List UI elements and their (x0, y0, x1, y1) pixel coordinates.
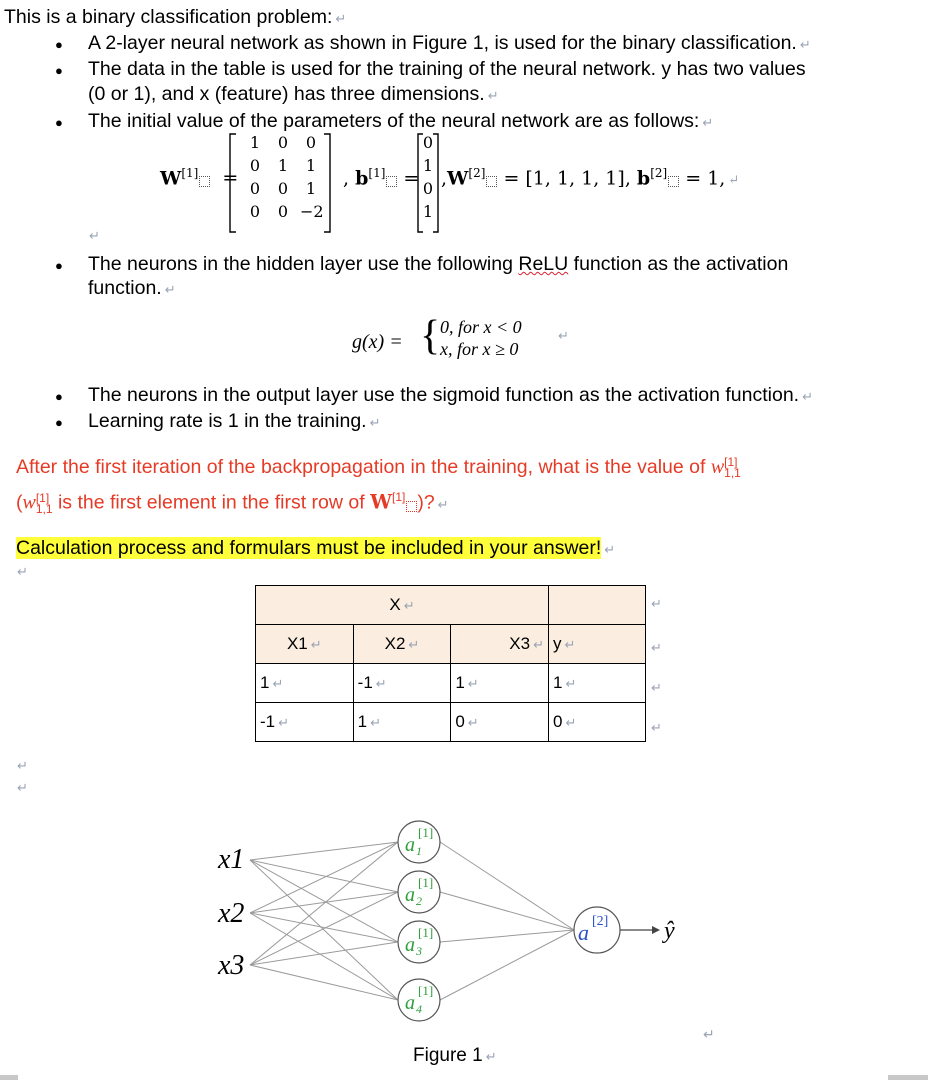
empty-paragraph: ↵ (703, 1026, 715, 1042)
bullet-sigmoid: The neurons in the output layer use the sigmoid function as the activation function. ↵ (88, 384, 814, 406)
table-cell: 0 ↵ (549, 703, 646, 742)
neural-network-diagram (200, 810, 720, 1050)
svg-text:a: a (405, 934, 415, 956)
edge-input-hidden (250, 860, 398, 892)
question-line1: After the first iteration of the backpropagation in the training, what is the value of w [1] 1,1 (16, 455, 741, 480)
table-cell: 0 ↵ (451, 703, 549, 742)
bullet-dot: ● (55, 37, 63, 52)
bullet-dot: ● (55, 258, 63, 273)
table-group-header: X ↵ (256, 586, 549, 625)
hidden-neuron-3 (398, 921, 440, 963)
table-header-x2: X2 ↵ (353, 625, 451, 664)
bullet-dot: ● (55, 389, 63, 404)
svg-text:[1]: [1] (418, 925, 434, 940)
table-header-empty (549, 586, 646, 625)
table-cell: -1 ↵ (256, 703, 354, 742)
bullet-relu-line2: function. ↵ (88, 277, 176, 299)
row-return: ↵ (651, 596, 662, 611)
input-x2: x2 (218, 898, 245, 929)
bullet-learning-rate: Learning rate is 1 in the training. ↵ (88, 410, 381, 432)
svg-text:4: 4 (416, 1002, 422, 1016)
hidden-layer (398, 821, 440, 1021)
svg-text:a: a (405, 884, 415, 906)
w2-b2-label: ,W[2] = [1, 1, 1, 1], b[2] = 1, ↵ (441, 166, 740, 190)
hidden-neuron-2 (398, 871, 440, 913)
relu-brace: { (420, 313, 441, 359)
intro-text: This is a binary classification problem: ↵ (4, 6, 347, 28)
question-line2: (w [1] 1,1 is the first element in the first row of W[1] )? ↵ (16, 490, 449, 516)
page-edge-right (888, 1075, 928, 1080)
table-cell: 1 ↵ (256, 664, 354, 703)
relu-lhs: g(x) = (352, 331, 403, 353)
table-header-x3: X3 ↵ (451, 625, 549, 664)
bullet-params: The initial value of the parameters of the neural network are as follows: ↵ (88, 110, 714, 132)
input-x1: x1 (218, 844, 245, 875)
edge-hidden-output (440, 892, 574, 930)
svg-text:1: 1 (416, 844, 422, 858)
table-cell: -1 ↵ (353, 664, 451, 703)
svg-text:a: a (578, 920, 589, 945)
hidden-neuron-1 (398, 821, 440, 863)
b1-vector: 0 1 0 1 (422, 133, 434, 221)
relu-return: ↵ (558, 328, 569, 343)
empty-paragraph: ↵ (17, 564, 28, 579)
svg-text:[1]: [1] (418, 983, 434, 998)
row-return: ↵ (651, 720, 662, 735)
input-labels (217, 844, 244, 981)
table-row (256, 703, 646, 742)
output-arrow (620, 926, 660, 934)
figure-caption: Figure 1 ↵ (413, 1045, 497, 1066)
w1-label: W[1] = (160, 166, 239, 190)
table-row (256, 664, 646, 703)
edge-hidden-output (440, 842, 574, 930)
output-neuron (574, 907, 620, 953)
bullet-data-line2: (0 or 1), and x (feature) has three dimensions. ↵ (88, 83, 499, 105)
prediction-yhat: ŷ (664, 918, 675, 944)
bullet-dot: ● (55, 415, 63, 430)
bullet-data-line1: The data in the table is used for the training of the neural network. y has two values (88, 58, 806, 80)
edge-input-hidden (250, 913, 398, 942)
empty-paragraph: ↵ (17, 780, 28, 795)
row-return: ↵ (651, 640, 662, 655)
bullet-dot: ● (55, 63, 63, 78)
table-header-y: y ↵ (549, 625, 646, 664)
edge-input-hidden (250, 913, 398, 1000)
edge-input-hidden (250, 965, 398, 1000)
w1-matrix: 1 0 0 0 1 1 0 0 1 0 0 −2 (249, 133, 324, 221)
empty-paragraph: ↵ (89, 228, 100, 243)
svg-text:3: 3 (416, 944, 422, 958)
instruction-highlight: Calculation process and formulars must be included in your answer! ↵ (16, 537, 616, 559)
input-x3: x3 (218, 950, 245, 981)
svg-text:a: a (405, 992, 415, 1014)
table-cell: 1 ↵ (549, 664, 646, 703)
hidden-neuron-4 (398, 979, 440, 1021)
page-edge-left (0, 1075, 18, 1080)
bullet-relu-line1: The neurons in the hidden layer use the following ReLU function as the activation (88, 253, 789, 275)
table-header-x1: X1 ↵ (256, 625, 354, 664)
table-cell: 1 ↵ (353, 703, 451, 742)
bullet-network: A 2-layer neural network as shown in Figure 1, is used for the binary classification. ↵ (88, 32, 811, 54)
empty-paragraph: ↵ (17, 758, 28, 773)
training-data-table (255, 585, 646, 742)
edge-input-hidden (250, 842, 398, 860)
svg-text:[1]: [1] (418, 875, 434, 890)
bullet-dot: ● (55, 115, 63, 130)
row-return: ↵ (651, 680, 662, 695)
table-cell: 1 ↵ (451, 664, 549, 703)
b1-label: , b[1] = (343, 166, 420, 190)
svg-text:a: a (405, 834, 415, 856)
svg-text:[1]: [1] (418, 825, 434, 840)
svg-text:2: 2 (416, 894, 422, 908)
relu-cases: 0, for x < 0 x, for x ≥ 0 (440, 317, 522, 359)
svg-text:[2]: [2] (592, 914, 609, 929)
network-edges (250, 842, 574, 1000)
